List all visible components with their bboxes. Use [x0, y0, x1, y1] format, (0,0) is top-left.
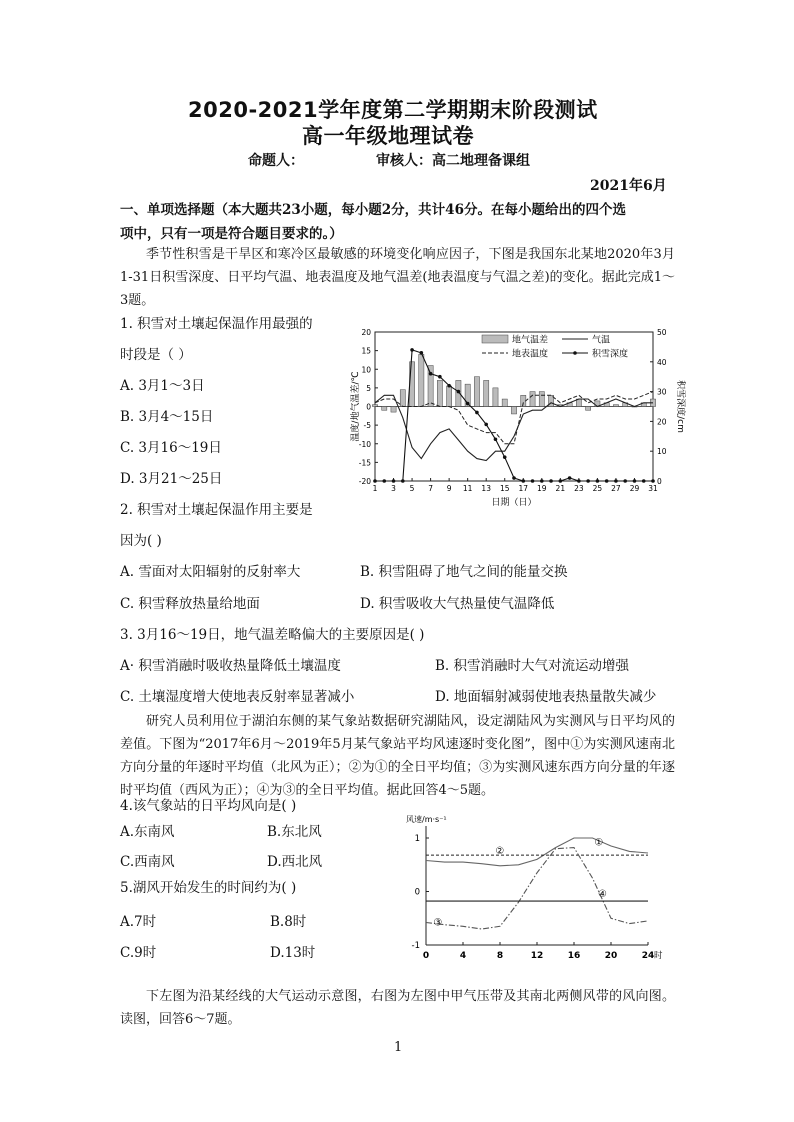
diff-bar [539, 392, 544, 407]
diff-bar [502, 399, 507, 406]
diff-bar [382, 407, 387, 411]
q1-option-c: C. 3月16～19日 [120, 440, 222, 456]
snow-depth-point [540, 479, 544, 483]
snow-depth-point [484, 423, 488, 427]
legend-surface-label: 地表温度 [512, 349, 549, 360]
q5-option-d: D.13时 [270, 945, 316, 961]
diff-bar [493, 388, 498, 407]
x-tick-label: 16 [567, 951, 581, 961]
diff-bar [372, 405, 377, 407]
diff-bar [437, 380, 442, 406]
passage-1: 季节性积雪是干旱区和寒冷区最敏感的环境变化响应因子，下图是我国东北某地2020年3月1-31日积雪深度、日平均气温、地表温度及地气温差(地表温度与气温之差)的变化。据此完成1～3题。 [120, 247, 675, 308]
snow-depth-point [512, 476, 516, 480]
q1-option-b: B. 3月4～15日 [120, 409, 214, 425]
q2-option-c: C. 积雪释放热量给地面 [120, 596, 260, 612]
snow-depth-point [503, 455, 507, 459]
y-axis-title-left: 温度/地气温差/℃ [351, 371, 361, 442]
legend-air-label: 气温 [592, 335, 611, 346]
y-tick-label: 0 [414, 887, 420, 898]
y-tick-label-right: 0 [657, 477, 662, 486]
snow-depth-point [633, 479, 637, 483]
snow-depth-point [642, 479, 646, 483]
diff-bar [474, 377, 479, 407]
q3-option-c: C. 土壤湿度增大使地表反射率显著减小 [120, 689, 355, 705]
q1-stem: 1. 积雪对土壤起保温作用最强的 [120, 316, 313, 332]
diff-bar [484, 380, 489, 406]
y-tick-label: -1 [411, 941, 420, 951]
q2-option-b: B. 积雪阻碍了地气之间的能量交换 [360, 564, 568, 580]
y-tick-label-left: -20 [358, 477, 371, 486]
x-tick-label: 23 [574, 484, 584, 493]
series-label-1: ① [594, 837, 604, 849]
snow-depth-point [373, 479, 377, 483]
x-tick-label: 29 [629, 484, 640, 493]
x-tick-label: 5 [409, 484, 415, 493]
snow-depth-point [447, 384, 451, 388]
q1-option-d: D. 3月21～25日 [120, 471, 223, 487]
q3-stem: 3. 3月16～19日，地气温差略偏大的主要原因是( ) [120, 627, 425, 643]
x-tick-label: 24 [641, 951, 655, 961]
x-tick-label: 21 [555, 484, 566, 493]
q2-stem-cont: 因为( ) [120, 533, 162, 549]
x-tick-label: 17 [518, 484, 529, 493]
snow-depth-point [559, 479, 563, 483]
x-axis-unit: 时 [654, 951, 663, 961]
snow-depth-point [429, 372, 433, 376]
snow-depth-point [438, 375, 442, 379]
snow-depth-point [457, 390, 461, 394]
q1-stem-cont: 时段是（ ） [120, 347, 192, 363]
q4-stem: 4.该气象站的日平均风向是( ) [120, 798, 297, 814]
passage-3: 下左图为沿某经线的大气运动示意图，右图为左图中甲气压带及其南北两侧风带的风向图。 读图，回答6～7题。 [120, 989, 675, 1027]
legend-diff-swatch [482, 335, 508, 343]
q4-option-b: B.东北风 [267, 824, 322, 840]
legend-snow-label: 积雪深度 [592, 349, 629, 360]
q3-option-d: D. 地面辐射减弱使地表热量散失减少 [435, 689, 657, 705]
q5-option-c: C.9时 [120, 945, 157, 961]
section-heading-cont: 项中，只有一项是符合题目要求的。） [120, 226, 343, 242]
reviewer-label: 审核人：高二地理备课组 [376, 153, 530, 169]
exam-subtitle: 高一年级地理试卷 [302, 124, 474, 148]
snow-temperature-chart [340, 322, 690, 512]
exam-title: 2020-2021学年度第二学期期末阶段测试 [188, 98, 598, 122]
y-tick-label-left: 20 [361, 328, 371, 337]
x-tick-label: 20 [604, 951, 618, 961]
snow-depth-point [420, 351, 424, 355]
y-axis-title: 风速/m·s⁻¹ [406, 815, 447, 824]
passage-2: 研究人员利用位于湖泊东侧的某气象站数据研究湖陆风，设定湖陆风为实测风与日平均风的差值。下图为“2017年6月～2019年5月某气象站平均风速逐时变化图”，图中①为实测风速南北方向分量的年逐时平均值（北风为正）；②为①的全日平均值；③为实测风速东西方向分量的年逐时平均值（西风为正）；④为③的全日平均值。据此回答4～5题。 [120, 714, 675, 798]
q2-option-d: D. 积雪吸收大气热量使气温降低 [360, 596, 555, 612]
x-tick-label: 9 [446, 484, 452, 493]
snow-depth-point [614, 479, 618, 483]
diff-bar [511, 407, 516, 414]
y-tick-label-right: 40 [657, 357, 667, 367]
q4-option-c: C.西南风 [120, 854, 175, 870]
section-heading: 一、单项选择题（本大题共23小题，每小题2分，共计46分。在每小题给出的四个选 [120, 202, 626, 218]
snow-depth-point [401, 479, 405, 483]
snow-depth-point [605, 479, 609, 483]
x-tick-label: 8 [496, 951, 504, 961]
diff-bar [391, 407, 396, 413]
snow-depth-point [586, 479, 590, 483]
x-tick-label: 15 [499, 484, 510, 493]
y-tick-label-left: -10 [358, 439, 371, 449]
y-tick-label-left: 10 [361, 365, 371, 375]
diff-bar [419, 354, 424, 406]
snow-depth-point [623, 479, 627, 483]
x-tick-label: 31 [648, 484, 658, 493]
snow-depth-point [521, 479, 525, 483]
snow-depth-point [651, 479, 655, 483]
q2-stem: 2. 积雪对土壤起保温作用主要是 [120, 502, 313, 518]
y-tick-label: 1 [414, 834, 420, 844]
x-tick-label: 19 [537, 484, 547, 493]
legend-snow-marker [573, 351, 577, 355]
air-temp-line [375, 395, 653, 460]
y-tick-label-left: -15 [358, 458, 371, 468]
q5-option-a: A.7时 [120, 914, 157, 930]
x-axis-title: 日期（日） [491, 498, 537, 508]
x-tick-label: 13 [481, 484, 491, 493]
snow-depth-point [382, 479, 386, 483]
y-tick-label-left: 0 [366, 402, 371, 412]
snow-depth-point [596, 479, 600, 483]
snow-depth-point [410, 348, 414, 352]
q2-option-a: A. 雪面对太阳辐射的反射率大 [120, 564, 301, 580]
snow-depth-point [466, 402, 470, 406]
snow-depth-point [392, 479, 396, 483]
legend-diff-label: 地气温差 [512, 335, 549, 346]
wind-speed-chart [398, 808, 678, 973]
snow-depth-point [475, 411, 479, 415]
series-label-3: ③ [433, 917, 443, 929]
setter-label: 命题人： [248, 153, 304, 169]
series-label-2: ② [495, 845, 505, 857]
diff-bar [428, 366, 433, 407]
x-tick-label: 12 [530, 951, 544, 961]
y-tick-label-right: 10 [657, 447, 667, 457]
y-tick-label-right: 30 [657, 387, 667, 397]
y-axis-title-right: 积雪深度/cm [675, 380, 685, 433]
diff-bar [530, 392, 535, 407]
diff-bar [613, 405, 618, 407]
snow-depth-point [577, 479, 581, 483]
snow-depth-line [375, 350, 653, 481]
diff-bar [400, 390, 405, 407]
y-tick-label-right: 20 [657, 417, 667, 427]
snow-depth-point [531, 479, 535, 483]
x-tick-label: 7 [428, 484, 433, 493]
x-tick-label: 25 [592, 484, 603, 493]
snow-depth-point [549, 479, 553, 483]
x-tick-label: 0 [422, 951, 430, 961]
diff-bar [586, 407, 591, 411]
x-tick-label: 1 [372, 484, 378, 493]
q1-option-a: A. 3月1～3日 [120, 378, 205, 394]
diff-bar [447, 386, 452, 406]
x-tick-label: 11 [462, 484, 473, 493]
x-tick-label: 27 [611, 484, 621, 493]
series-label-4: ④ [598, 889, 608, 901]
q5-stem: 5.湖风开始发生的时间约为( ) [120, 880, 297, 896]
snow-depth-point [494, 437, 498, 441]
q3-option-b: B. 积雪消融时大气对流运动增强 [435, 658, 630, 674]
y-tick-label-left: 5 [366, 383, 371, 393]
y-tick-label-right: 50 [657, 328, 667, 337]
x-tick-label: 3 [391, 484, 396, 493]
x-tick-label: 4 [459, 951, 467, 961]
snow-depth-point [568, 476, 572, 480]
y-tick-label-left: 15 [361, 346, 371, 356]
exam-date: 2021年6月 [590, 178, 667, 194]
wind-series-1 [426, 838, 648, 866]
page-number: 1 [394, 1040, 403, 1055]
q3-option-a: A· 积雪消融时吸收热量降低土壤温度 [120, 658, 341, 674]
q5-option-b: B.8时 [270, 914, 307, 930]
y-tick-label-left: -5 [363, 421, 371, 431]
q4-option-d: D.西北风 [267, 854, 323, 870]
q4-option-a: A.东南风 [120, 824, 175, 840]
